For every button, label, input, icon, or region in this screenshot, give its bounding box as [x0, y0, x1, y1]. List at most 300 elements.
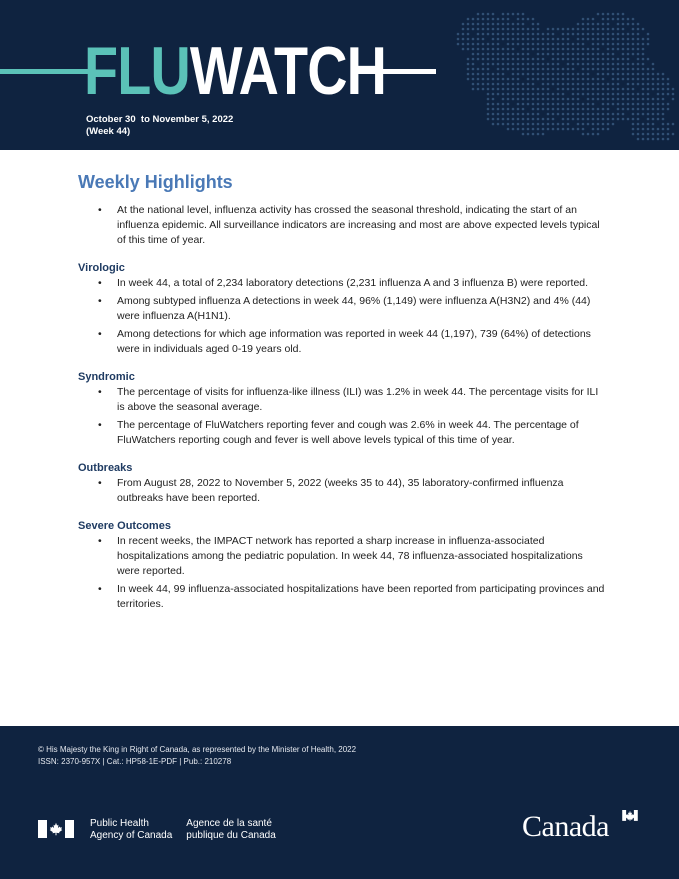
map-dot [637, 138, 640, 141]
map-dot [482, 53, 485, 56]
map-dot [607, 73, 610, 76]
map-dot [502, 38, 505, 41]
list-item: • From August 28, 2022 to November 5, 2022 (weeks 35 to 44), 35 laboratory-confirmed influenza outbreaks have been reported. [78, 476, 608, 506]
map-dot [667, 123, 670, 126]
map-dot [567, 113, 570, 116]
map-dot [657, 83, 660, 86]
map-dot [492, 63, 495, 66]
map-dot [537, 133, 540, 136]
map-dot [517, 43, 520, 46]
map-dot [622, 53, 625, 56]
map-dot [512, 98, 515, 101]
map-dot [612, 18, 615, 21]
map-dot [597, 63, 600, 66]
map-dot [477, 48, 480, 51]
map-dot [642, 53, 645, 56]
map-dot [637, 108, 640, 111]
map-dot [622, 93, 625, 96]
map-dot [487, 73, 490, 76]
map-dot [572, 53, 575, 56]
map-dot [582, 103, 585, 106]
map-dot [552, 118, 555, 121]
map-dot [577, 73, 580, 76]
map-dot [527, 48, 530, 51]
map-dot [507, 103, 510, 106]
map-dot [622, 38, 625, 41]
map-dot [572, 108, 575, 111]
map-dot [497, 33, 500, 36]
map-dot [512, 23, 515, 26]
map-dot [537, 93, 540, 96]
map-dot [492, 103, 495, 106]
map-dot [527, 73, 530, 76]
map-dot [652, 63, 655, 66]
map-dot [612, 113, 615, 116]
map-dot [517, 113, 520, 116]
map-dot [512, 128, 515, 131]
map-dot [557, 73, 560, 76]
map-dot [587, 33, 590, 36]
map-dot [617, 33, 620, 36]
map-dot [657, 73, 660, 76]
map-dot [482, 28, 485, 31]
map-dot [647, 38, 650, 41]
map-dot [517, 88, 520, 91]
map-dot [637, 93, 640, 96]
map-dot [547, 128, 550, 131]
map-dot [617, 73, 620, 76]
map-dot [557, 113, 560, 116]
map-dot [597, 133, 600, 136]
map-dot [582, 83, 585, 86]
map-dot [642, 113, 645, 116]
map-dot [642, 63, 645, 66]
map-dot [552, 83, 555, 86]
map-dot [587, 68, 590, 71]
map-dot [582, 133, 585, 136]
list-item: • In week 44, 99 influenza-associated hospitalizations have been reported from participating provinces and territories. [78, 582, 608, 612]
map-dot [667, 78, 670, 81]
canada-flag-icon [38, 820, 74, 838]
map-dot [507, 38, 510, 41]
map-dot [532, 33, 535, 36]
agency-fr-line: publique du Canada [186, 830, 276, 841]
map-dot [597, 113, 600, 116]
map-dot [512, 88, 515, 91]
map-dot [602, 33, 605, 36]
map-dot [627, 58, 630, 61]
map-dot [622, 73, 625, 76]
map-dot [517, 128, 520, 131]
map-dot [627, 63, 630, 66]
map-dot [497, 78, 500, 81]
map-dot [532, 118, 535, 121]
list-item: • Among subtyped influenza A detections in week 44, 96% (1,149) were influenza A(H3N2) and 4% (44) were influenza A(H1N1). [78, 294, 608, 324]
map-dot [502, 33, 505, 36]
map-dot [627, 73, 630, 76]
map-dot [587, 123, 590, 126]
map-dot [487, 13, 490, 16]
map-dot [512, 28, 515, 31]
map-dot [497, 83, 500, 86]
list-item: • In recent weeks, the IMPACT network has reported a sharp increase in influenza-associated hospitalizations among the pediatric population. In week 44, 78 influenza-associated hospitalizations were reported. [78, 534, 608, 579]
map-dot [642, 43, 645, 46]
map-dot [582, 28, 585, 31]
map-dot [637, 33, 640, 36]
map-dot [557, 38, 560, 41]
list-item: • At the national level, influenza activity has crossed the seasonal threshold, indicating the start of an influenza epidemic. All surveillance indicators are increasing and most are above expected levels typical of this time of year. [78, 203, 608, 248]
map-dot [537, 68, 540, 71]
map-dot [647, 113, 650, 116]
section-heading-syndromic: Syndromic [78, 371, 135, 383]
map-dot [627, 23, 630, 26]
map-dot [597, 58, 600, 61]
map-dot [592, 83, 595, 86]
map-dot [502, 58, 505, 61]
map-dot [612, 43, 615, 46]
map-dot [642, 83, 645, 86]
map-dot [607, 93, 610, 96]
map-dot [472, 18, 475, 21]
map-dot [667, 103, 670, 106]
map-dot [627, 108, 630, 111]
logo-watch-text: WATCH [189, 33, 387, 109]
map-dot [517, 53, 520, 56]
copyright-text: © His Majesty the King in Right of Canada, as represented by the Minister of Health, 2022 [38, 745, 357, 754]
map-dot [472, 68, 475, 71]
map-dot [467, 33, 470, 36]
map-dot [642, 58, 645, 61]
map-dot [642, 48, 645, 51]
map-dot [622, 113, 625, 116]
map-dot [502, 123, 505, 126]
map-dot [462, 38, 465, 41]
map-dot [507, 88, 510, 91]
map-dot [512, 68, 515, 71]
week-number: (Week 44) [86, 126, 131, 137]
map-dot [617, 83, 620, 86]
map-dot [507, 23, 510, 26]
map-dot [627, 43, 630, 46]
map-dot [507, 78, 510, 81]
map-dot [647, 83, 650, 86]
map-dot [542, 73, 545, 76]
agency-name-english [90, 818, 172, 842]
map-dot [582, 68, 585, 71]
map-dot [582, 88, 585, 91]
map-dot [537, 108, 540, 111]
map-dot [637, 63, 640, 66]
map-dot [577, 58, 580, 61]
map-dot [527, 103, 530, 106]
map-dot [627, 98, 630, 101]
map-dot [562, 128, 565, 131]
map-dot [532, 58, 535, 61]
outbreaks-list [78, 476, 608, 506]
map-dot [667, 108, 670, 111]
map-dot [502, 113, 505, 116]
map-dot [497, 88, 500, 91]
map-dot [657, 78, 660, 81]
intro-list [78, 203, 608, 248]
map-dot [622, 118, 625, 121]
map-dot [547, 83, 550, 86]
map-dot [617, 118, 620, 121]
map-dot [612, 118, 615, 121]
map-dot [487, 93, 490, 96]
map-dot [512, 33, 515, 36]
map-dot [502, 28, 505, 31]
map-dot [497, 123, 500, 126]
map-dot [637, 23, 640, 26]
map-dot [547, 103, 550, 106]
map-dot [592, 108, 595, 111]
map-dot [572, 33, 575, 36]
map-dot [547, 63, 550, 66]
map-dot [487, 28, 490, 31]
map-dot [577, 98, 580, 101]
map-dot [582, 23, 585, 26]
map-dot [597, 23, 600, 26]
map-dot [657, 88, 660, 91]
map-dot [597, 48, 600, 51]
map-dot [507, 48, 510, 51]
map-dot [667, 93, 670, 96]
map-dot [652, 73, 655, 76]
map-dot [632, 103, 635, 106]
map-dot [637, 58, 640, 61]
map-dot [517, 103, 520, 106]
map-dot [642, 68, 645, 71]
map-dot [547, 118, 550, 121]
map-dot [542, 33, 545, 36]
map-dot [592, 28, 595, 31]
map-dot [632, 98, 635, 101]
map-dot [502, 53, 505, 56]
map-dot [562, 38, 565, 41]
section-heading-virologic: Virologic [78, 262, 125, 274]
map-dot [487, 98, 490, 101]
map-dot [577, 118, 580, 121]
map-dot [507, 68, 510, 71]
map-dot [592, 23, 595, 26]
map-dot [627, 93, 630, 96]
map-dot [602, 118, 605, 121]
main-content [78, 172, 608, 615]
map-dot [517, 123, 520, 126]
map-dot [647, 58, 650, 61]
map-dot [592, 68, 595, 71]
map-dot [597, 68, 600, 71]
map-dot [562, 108, 565, 111]
map-dot [492, 123, 495, 126]
list-item: • The percentage of visits for influenza-like illness (ILI) was 1.2% in week 44. The percentage visits for ILI is above the seasonal average. [78, 385, 608, 415]
map-dot [542, 38, 545, 41]
map-dot [497, 43, 500, 46]
map-dot [572, 43, 575, 46]
map-dot [467, 18, 470, 21]
map-dot [487, 23, 490, 26]
map-dot [617, 103, 620, 106]
map-dot [592, 58, 595, 61]
map-dot [597, 128, 600, 131]
map-dot [557, 108, 560, 111]
map-dot [557, 78, 560, 81]
map-dot [597, 123, 600, 126]
map-dot [632, 38, 635, 41]
map-dot [517, 18, 520, 21]
map-dot [607, 103, 610, 106]
map-dot [552, 108, 555, 111]
map-dot [592, 38, 595, 41]
map-dot [567, 48, 570, 51]
map-dot [577, 103, 580, 106]
map-dot [627, 118, 630, 121]
map-dot [622, 68, 625, 71]
map-dot [612, 93, 615, 96]
map-dot [472, 43, 475, 46]
map-dot [477, 83, 480, 86]
map-dot [527, 128, 530, 131]
map-dot [607, 123, 610, 126]
map-dot [647, 128, 650, 131]
map-dot [457, 38, 460, 41]
map-dot [617, 63, 620, 66]
map-dot [527, 58, 530, 61]
map-dot [527, 28, 530, 31]
map-dot [567, 103, 570, 106]
map-dot [647, 73, 650, 76]
map-dot [532, 18, 535, 21]
map-dot [512, 53, 515, 56]
map-dot [512, 113, 515, 116]
map-dot [602, 73, 605, 76]
footer [0, 726, 679, 879]
map-dot [522, 98, 525, 101]
map-dot [562, 113, 565, 116]
map-dot [562, 83, 565, 86]
map-dot [577, 53, 580, 56]
map-dot [602, 128, 605, 131]
map-dot [522, 53, 525, 56]
map-dot [497, 103, 500, 106]
list-item: • The percentage of FluWatchers reporting fever and cough was 2.6% in week 44. The percentage of FluWatchers reporting cough and fever is well above levels typical of this time of year. [78, 418, 608, 448]
map-dot [607, 33, 610, 36]
map-dot [537, 78, 540, 81]
map-dot [482, 13, 485, 16]
map-dot [497, 58, 500, 61]
map-dot [597, 98, 600, 101]
map-dot [592, 118, 595, 121]
map-dot [662, 73, 665, 76]
map-dot [562, 28, 565, 31]
map-dot [552, 53, 555, 56]
map-dot [537, 73, 540, 76]
map-dot [572, 58, 575, 61]
map-dot [502, 108, 505, 111]
map-dot [527, 98, 530, 101]
map-dot [652, 78, 655, 81]
map-dot [622, 78, 625, 81]
map-dot [597, 13, 600, 16]
map-dot [662, 78, 665, 81]
map-dot [577, 88, 580, 91]
map-dot [657, 118, 660, 121]
map-dot [607, 128, 610, 131]
map-dot [467, 58, 470, 61]
map-dot [587, 48, 590, 51]
map-dot [662, 88, 665, 91]
map-dot [602, 23, 605, 26]
map-dot [547, 108, 550, 111]
map-dot [497, 93, 500, 96]
map-dot [527, 133, 530, 136]
map-dot [622, 23, 625, 26]
map-dot [492, 93, 495, 96]
map-dot [492, 13, 495, 16]
map-dot [632, 23, 635, 26]
map-dot [487, 18, 490, 21]
map-dot [462, 33, 465, 36]
map-dot [487, 78, 490, 81]
map-dot [632, 68, 635, 71]
map-dot [637, 73, 640, 76]
map-dot [532, 28, 535, 31]
map-dot [552, 113, 555, 116]
map-dot [547, 38, 550, 41]
map-dot [572, 78, 575, 81]
map-dot [542, 43, 545, 46]
map-dot [537, 33, 540, 36]
map-dot [612, 63, 615, 66]
map-dot [622, 88, 625, 91]
map-dot [527, 33, 530, 36]
map-dot [542, 128, 545, 131]
map-dot [662, 138, 665, 141]
map-dot [487, 103, 490, 106]
map-dot [597, 88, 600, 91]
map-dot [612, 28, 615, 31]
map-dot [482, 73, 485, 76]
map-dot [552, 128, 555, 131]
map-dot [542, 88, 545, 91]
map-dot [532, 108, 535, 111]
map-dot [477, 78, 480, 81]
map-dot [587, 73, 590, 76]
maple-leaf-icon [49, 822, 63, 836]
map-dot [627, 83, 630, 86]
map-dot [627, 53, 630, 56]
map-dot [632, 118, 635, 121]
map-dot [522, 88, 525, 91]
map-dot [597, 93, 600, 96]
map-dot [522, 38, 525, 41]
map-dot [587, 38, 590, 41]
map-dot [647, 108, 650, 111]
map-dot [567, 118, 570, 121]
map-dot [487, 118, 490, 121]
map-dot [532, 83, 535, 86]
section-heading-severe-outcomes: Severe Outcomes [78, 520, 171, 532]
map-dot [562, 68, 565, 71]
map-dot [627, 103, 630, 106]
map-dot [472, 78, 475, 81]
agency-en-line: Public Health [90, 818, 149, 829]
map-dot [522, 33, 525, 36]
list-item: • Among detections for which age information was reported in week 44 (1,197), 739 (64%) of detections were in individuals aged 0-19 years old. [78, 327, 608, 357]
map-dot [647, 118, 650, 121]
map-dot [552, 68, 555, 71]
